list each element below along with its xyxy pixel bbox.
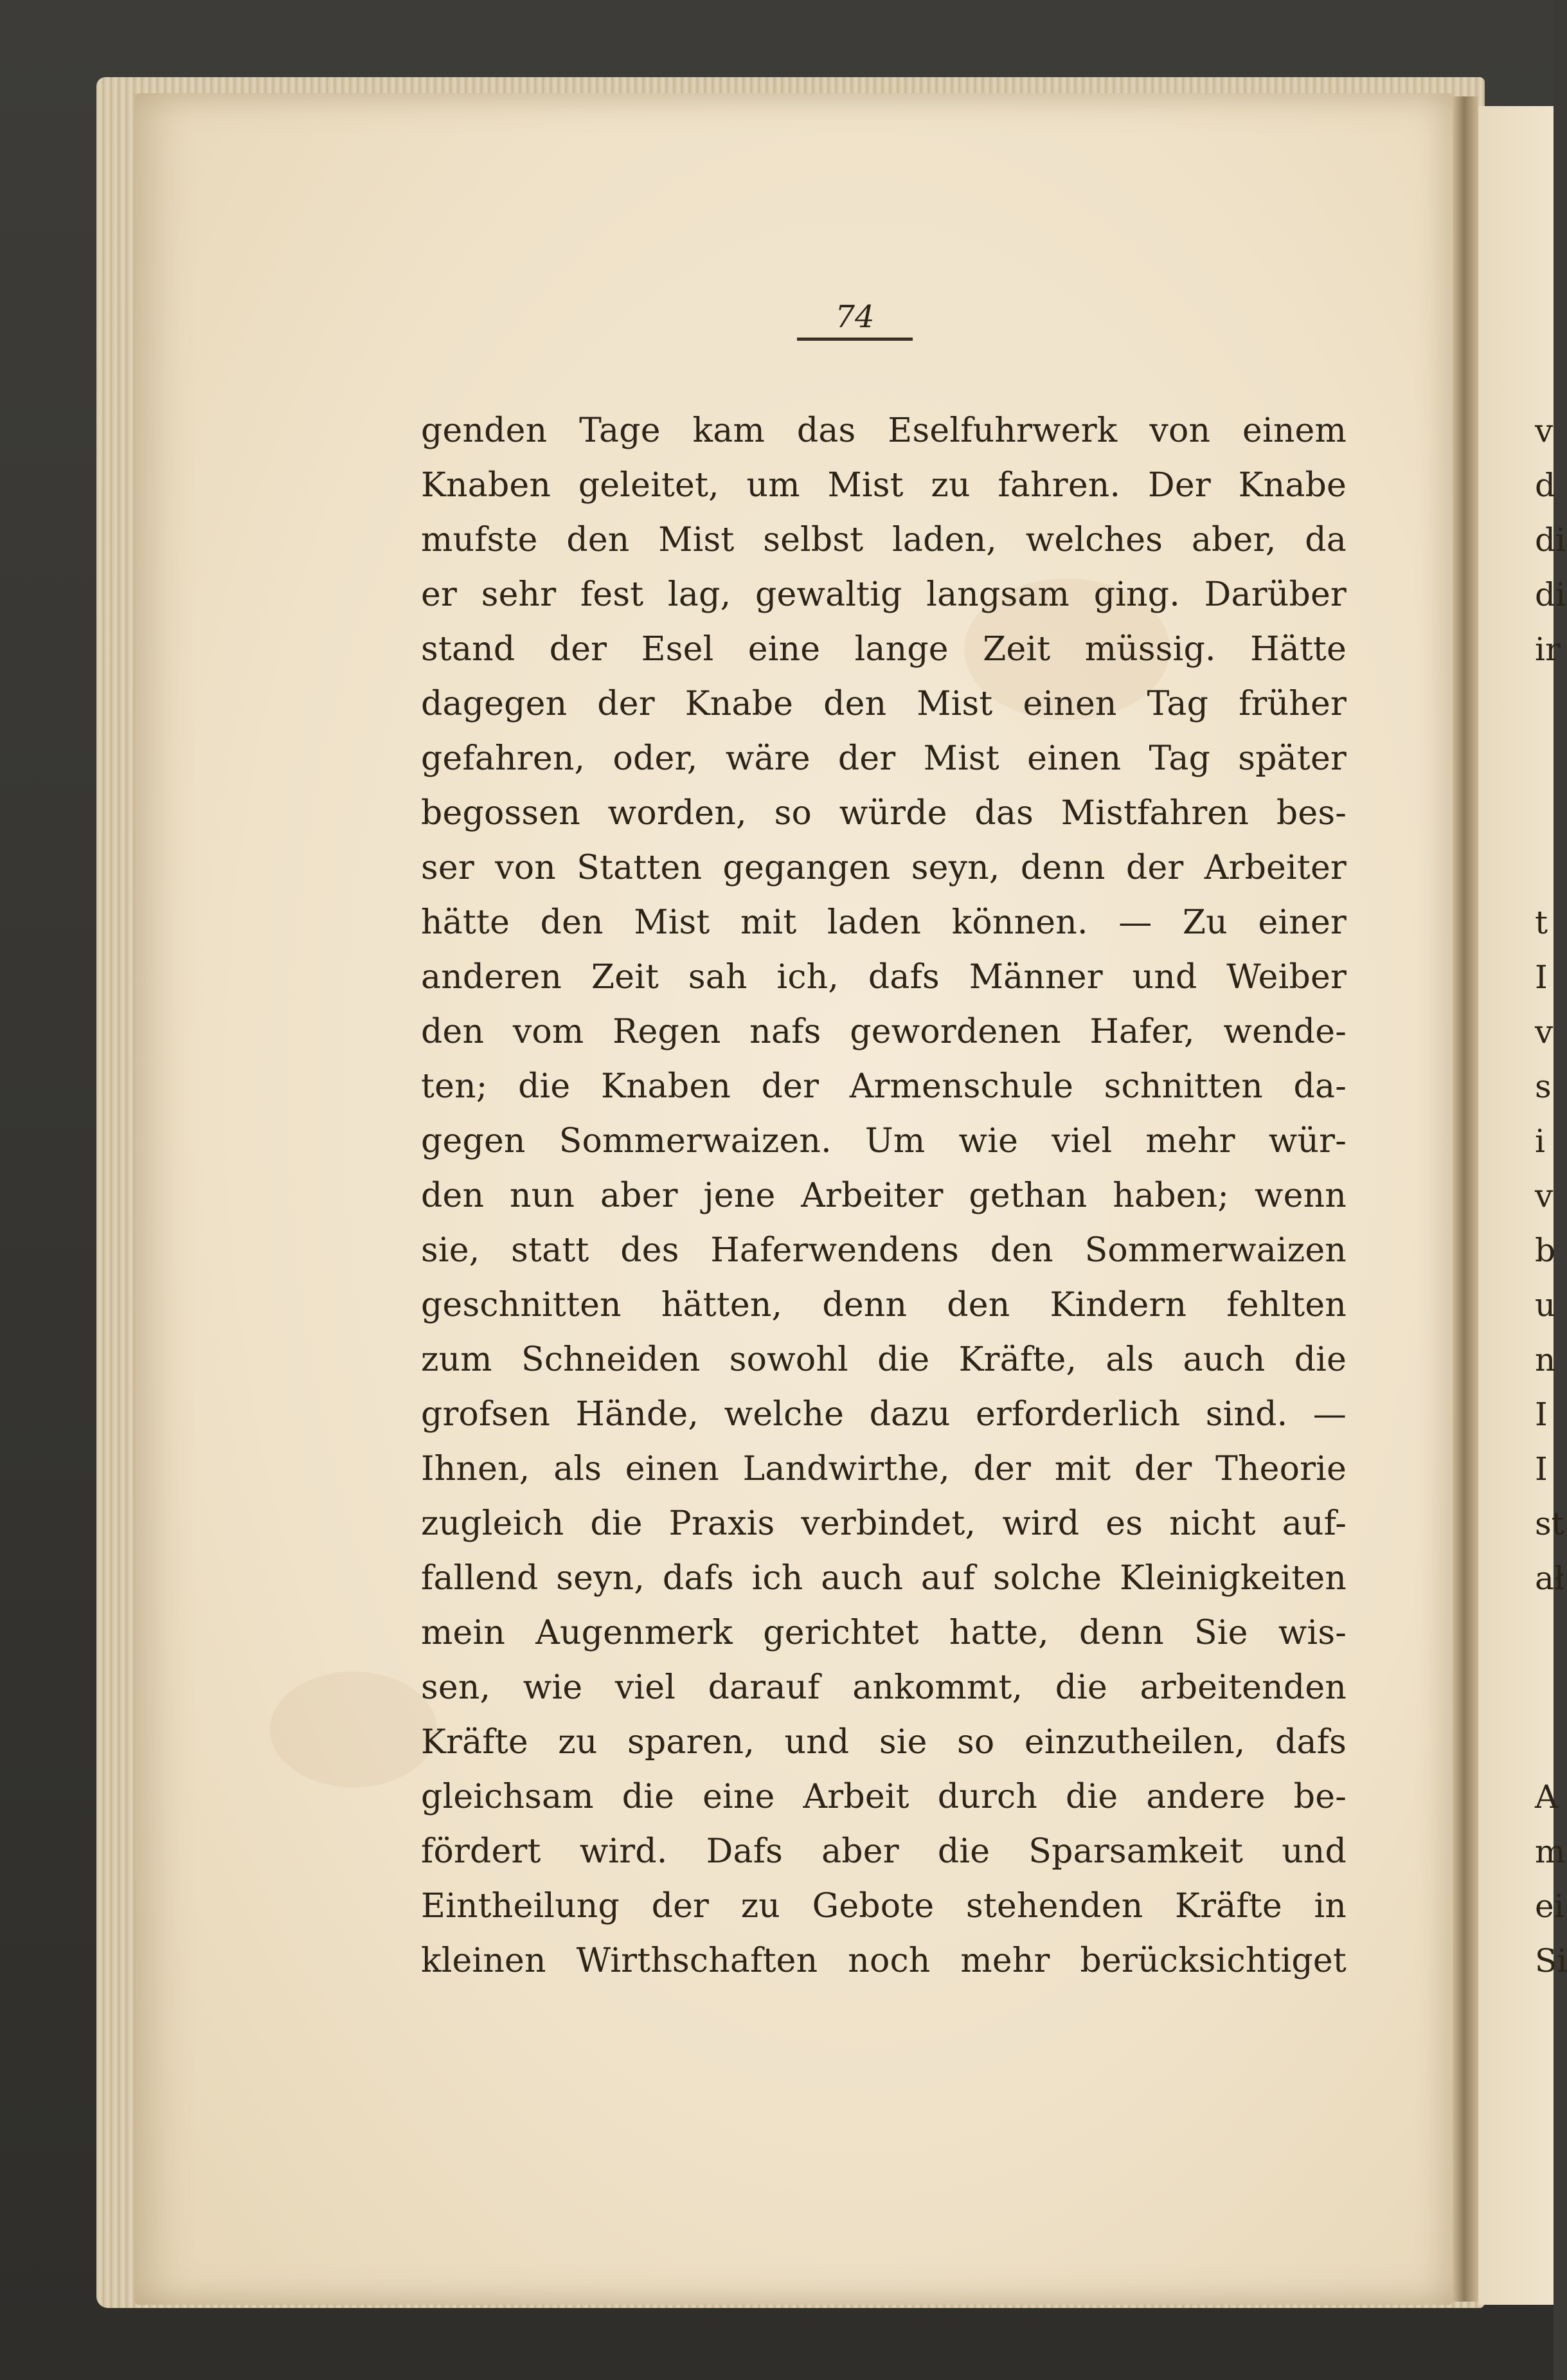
fragment: v <box>1535 412 1554 449</box>
fragment: di <box>1535 521 1566 559</box>
fragment: A <box>1535 1778 1559 1816</box>
text-line: gegen Sommerwaizen. Um wie viel mehr wür- <box>421 1122 1347 1160</box>
fragment: t <box>1535 904 1548 941</box>
fragment: I <box>1535 1450 1548 1488</box>
text-line: genden Tage kam das Eselfuhrwerk von einem <box>421 411 1347 450</box>
text-line: gleichsam die eine Arbeit durch die andere be- <box>421 1778 1347 1816</box>
fragment: n <box>1535 1341 1556 1378</box>
text-line: sen, wie viel darauf ankommt, die arbeitenden <box>421 1668 1347 1707</box>
text-line: ser von Statten gegangen seyn, denn der Arbeiter <box>421 849 1347 887</box>
book-gutter <box>1453 96 1478 2302</box>
fragment <box>1535 677 1554 732</box>
text-line: ten; die Knaben der Armenschule schnitten da- <box>421 1067 1347 1106</box>
page-body-text <box>421 404 1347 2037</box>
fragment: I <box>1535 959 1548 996</box>
text-line: mufste den Mist selbst laden, welches aber, da <box>421 521 1347 559</box>
fragment: d <box>1535 467 1556 504</box>
text-line: Eintheilung der zu Gebote stehenden Kräfte in <box>421 1887 1347 1925</box>
text-line: kleinen Wirthschaften noch mehr berücksichtiget <box>421 1942 1347 1980</box>
text-line: grofsen Hände, welche dazu erforderlich sind. — <box>421 1395 1347 1434</box>
fragment: ir <box>1535 631 1561 668</box>
page-number: 74 <box>797 299 913 341</box>
fragment: s <box>1535 1068 1552 1105</box>
text-line: begossen worden, so würde das Mistfahren bes- <box>421 794 1347 833</box>
fragment: v <box>1535 1177 1554 1214</box>
fragment: i <box>1535 1122 1545 1160</box>
text-line: Ihnen, als einen Landwirthe, der mit der Theorie <box>421 1450 1347 1488</box>
text-line: zum Schneiden sowohl die Kräfte, als auch die <box>421 1340 1347 1379</box>
text-line: dagegen der Knabe den Mist einen Tag früher <box>421 685 1347 723</box>
text-line: fallend seyn, dafs ich auch auf solche Kleinigkeiten <box>421 1559 1347 1598</box>
text-line: er sehr fest lag, gewaltig langsam ging. Darüber <box>421 575 1347 614</box>
fragment: v <box>1535 1013 1554 1050</box>
text-line: Kräfte zu sparen, und sie so einzutheilen, dafs <box>421 1723 1347 1762</box>
text-line: geschnitten hätten, denn den Kindern fehlten <box>421 1286 1347 1324</box>
text-line: mein Augenmerk gerichtet hatte, denn Sie wis- <box>421 1614 1347 1652</box>
fragment: ał <box>1535 1560 1565 1597</box>
fragment <box>1535 1661 1554 1715</box>
fragment: I <box>1535 1396 1548 1433</box>
text-line: fördert wird. Dafs aber die Sparsamkeit und <box>421 1832 1347 1871</box>
text-line: anderen Zeit sah ich, dafs Männer und Weiber <box>421 958 1347 996</box>
text-line: hätte den Mist mit laden können. — Zu einer <box>421 903 1347 942</box>
fragment <box>1535 786 1554 841</box>
text-line: zugleich die Praxis verbindet, wird es nicht auf- <box>421 1504 1347 1543</box>
fragment: m <box>1535 1833 1566 1870</box>
fragment <box>1535 732 1554 786</box>
text-line: den nun aber jene Arbeiter gethan haben; wenn <box>421 1176 1347 1215</box>
text-line: sie, statt des Haferwendens den Sommerwaizen <box>421 1231 1347 1270</box>
fragment: st <box>1535 1505 1564 1542</box>
fragment <box>1535 1606 1554 1661</box>
next-page-text-fragments <box>1535 404 1567 1988</box>
text-line: gefahren, oder, wäre der Mist einen Tag später <box>421 739 1347 778</box>
fragment <box>1535 1715 1554 1770</box>
fragment: b <box>1535 1232 1556 1269</box>
text-line: den vom Regen nafs gewordenen Hafer, wende- <box>421 1013 1347 1051</box>
fragment: Si <box>1535 1942 1567 1979</box>
text-line: stand der Esel eine lange Zeit müssig. Hätte <box>421 630 1347 669</box>
fragment: di <box>1535 576 1566 613</box>
fragment <box>1535 841 1554 896</box>
fragment: u <box>1535 1286 1556 1324</box>
paper-stain <box>270 1672 437 1787</box>
fragment: ei <box>1535 1888 1564 1925</box>
text-line: Knaben geleitet, um Mist zu fahren. Der Knabe <box>421 466 1347 505</box>
